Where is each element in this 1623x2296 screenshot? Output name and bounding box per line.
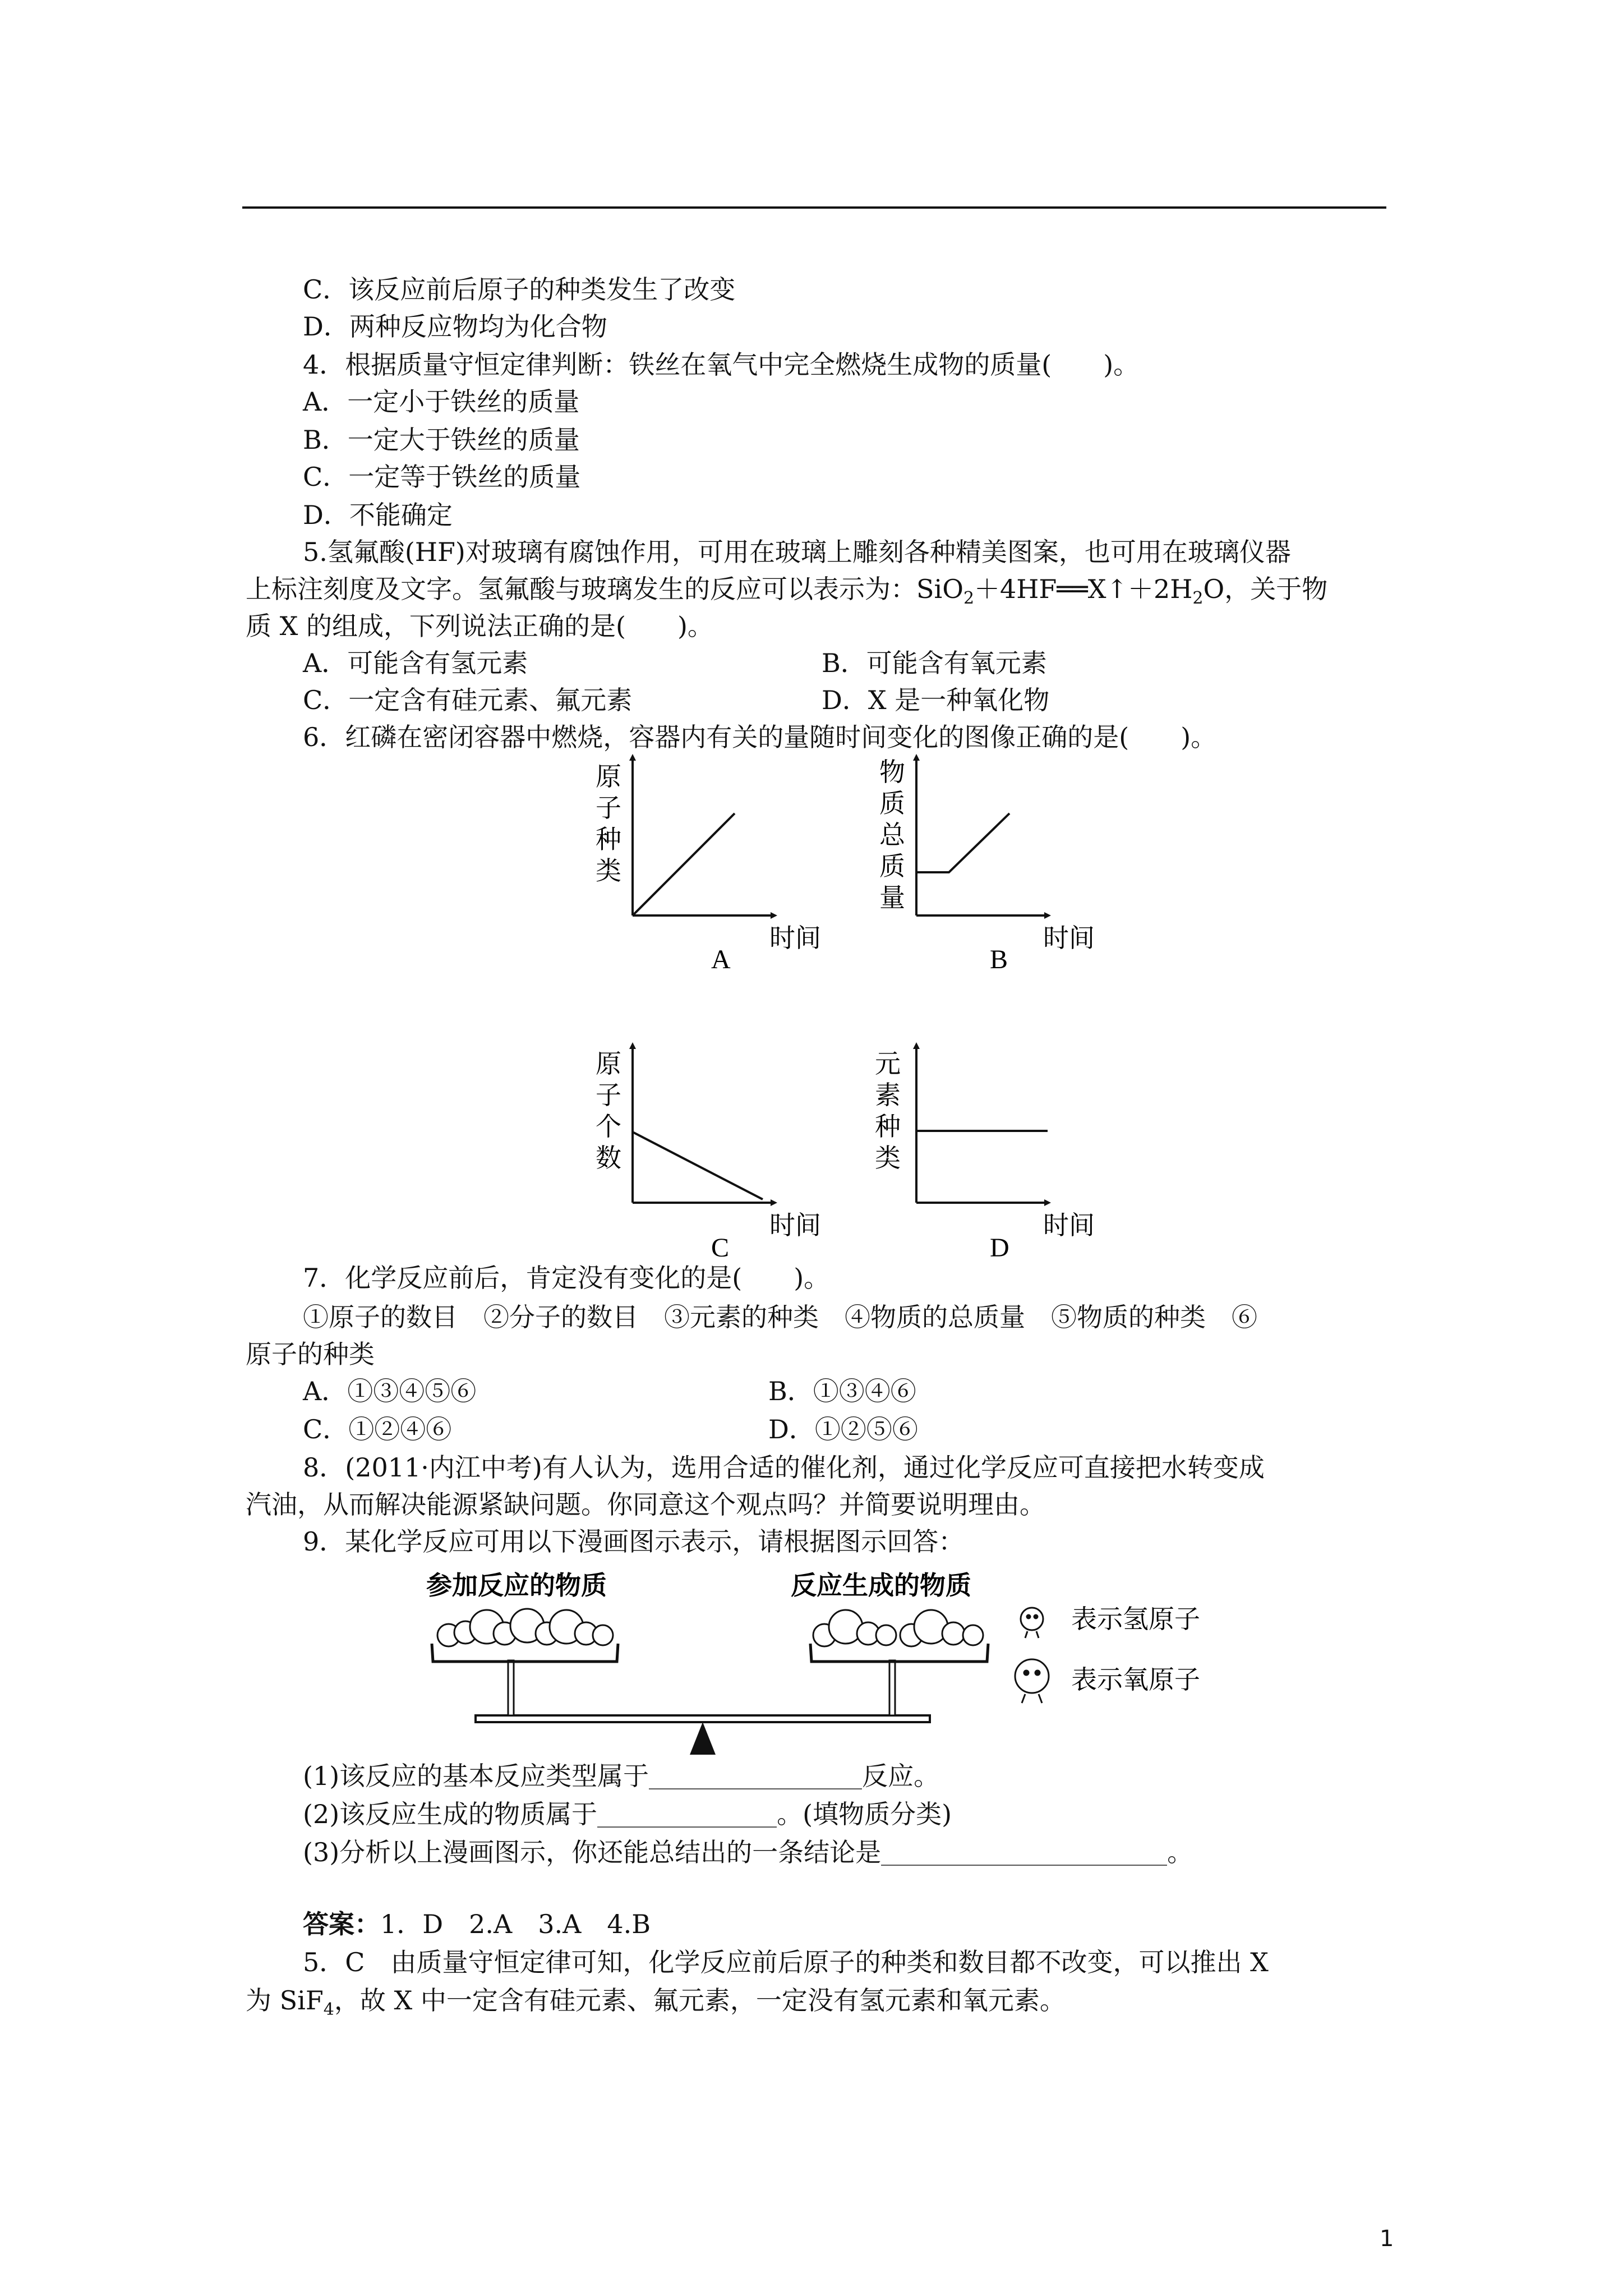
answers-line [303,1907,651,1941]
balance-cartoon [426,1570,1200,1755]
q3-option-c: C．该反应前后原子的种类发生了改变 [303,274,736,305]
q7-option-c: C．①②④⑥ [303,1414,452,1444]
graph-c-ylabel-3: 数 [596,1143,621,1173]
graph-b-curve [916,813,1009,872]
graph-c-ylabel-2: 个 [596,1111,621,1142]
graph-a [596,757,821,974]
q4-stem: 4．根据质量守恒定律判断：铁丝在氧气中完全燃烧生成物的质量( )。 [303,349,1140,380]
right-post [889,1660,895,1715]
answers-list: 1．D 2.A 3.A 4.B [380,1909,651,1939]
graph-d-ylabel-2: 种 [875,1111,901,1142]
graph-b-ylabel-2: 总 [879,820,905,850]
q7-option-b: B．①③④⑥ [768,1376,916,1406]
graph-c-ylabel-1: 子 [596,1080,621,1110]
q7-items-line1: ①原子的数目 ②分子的数目 ③元素的种类 ④物质的总质量 ⑤物质的种类 ⑥ [303,1302,1257,1332]
graph-c [596,1046,821,1263]
q6-stem: 6．红磷在密闭容器中燃烧，容器内有关的量随时间变化的图像正确的是( )。 [303,722,1217,752]
balance-fulcrum [690,1722,716,1755]
q5-stem-line2: 上标注刻度及文字。氢氟酸与玻璃发生的反应可以表示为：$SiO_2+4HF══X↑+2H_2O$，关于物 [246,574,1328,608]
q5-option-b: B．可能含有氧元素 [822,648,1047,678]
q9-part2-blank[interactable] [597,1802,777,1828]
q4-option-d: D．不能确定 [303,500,453,530]
right-tray [810,1644,988,1662]
q7-option-d: D．①②⑤⑥ [768,1414,918,1444]
q4-option-a: A．一定小于铁丝的质量 [303,386,580,417]
q7-stem: 7．化学反应前后，肯定没有变化的是( )。 [303,1263,830,1293]
q9-part1-blank[interactable] [649,1764,862,1789]
q5-stem-line3: 质 X 的组成，下列说法正确的是( )。 [246,611,713,641]
graph-a-ylabel-2: 种 [596,824,621,854]
graph-c-ylabel-0: 原 [596,1048,621,1079]
graph-a-ylabel-3: 类 [596,855,621,886]
left-molecules [437,1609,613,1646]
right-molecules [813,1610,983,1646]
q7-items-line2: 原子的种类 [246,1339,375,1369]
graph-b [879,757,1095,974]
graph-d [875,1046,1095,1263]
graph-c-xlabel: 时间 [769,1210,821,1240]
graph-a-curve [633,813,735,915]
hydrogen-atom-icon [1021,1608,1043,1638]
q5-option-d: D．X 是一种氧化物 [822,685,1050,715]
graph-b-ylabel-3: 质 [879,851,905,881]
graph-b-ylabel-4: 量 [879,882,905,913]
balance-beam [476,1715,930,1722]
graph-b-ylabel-1: 质 [879,788,905,818]
oxygen-atom-icon [1015,1659,1049,1703]
q8-stem-line1: 8．(2011·内江中考)有人认为，选用合适的催化剂，通过化学反应可直接把水转变成 [303,1452,1265,1483]
graph-d-xlabel: 时间 [1043,1210,1095,1240]
q8-stem-line2: 汽油，从而解决能源紧缺问题。你同意这个观点吗？并简要说明理由。 [246,1489,1045,1520]
legend-hydrogen-label: 表示氢原子 [1071,1604,1200,1634]
graph-c-caption: C [711,1233,730,1263]
q5-option-c: C．一定含有硅元素、氟元素 [303,685,633,715]
graph-a-xlabel: 时间 [769,923,821,953]
legend-oxygen-label: 表示氧原子 [1071,1664,1200,1695]
graph-b-ylabel-0: 物 [879,757,905,787]
page-number: 1 [1380,2226,1394,2252]
q9-part2: (2)该反应生成的物质属于 。(填物质分类) [303,1799,952,1829]
q7-option-a: A．①③④⑤⑥ [303,1376,477,1406]
graph-a-ylabel-1: 子 [596,793,621,823]
graph-b-caption: B [990,945,1008,974]
graph-d-ylabel-1: 素 [875,1080,901,1110]
graph-d-caption: D [990,1233,1009,1263]
q4-option-c: C．一定等于铁丝的质量 [303,462,581,492]
answer5-line1: 5．C 由质量守恒定律可知，化学反应前后原子的种类和数目都不改变，可以推出 X [303,1947,1269,1977]
answers-label: 答案： [303,1909,380,1939]
graph-a-ylabel-0: 原 [596,761,621,792]
left-tray [432,1644,618,1662]
graph-d-ylabel-0: 元 [875,1048,901,1079]
q4-option-b: B．一定大于铁丝的质量 [303,425,580,455]
cartoon-right-title: 反应生成的物质 [791,1570,971,1600]
answer5-line2: 为 SiF$_4$，故 X 中一定含有硅元素、氟元素，一定没有氢元素和氧元素。 [246,1985,1066,2019]
graph-a-caption: A [711,945,731,974]
graph-c-curve [633,1132,763,1199]
q9-part3-blank[interactable] [881,1840,1167,1866]
graph-d-ylabel-3: 类 [875,1143,901,1173]
q5-option-a: A．可能含有氢元素 [303,648,528,678]
q9-part1: (1)该反应的基本反应类型属于 反应。 [303,1761,940,1791]
q9-stem: 9．某化学反应可用以下漫画图示表示，请根据图示回答： [303,1526,965,1557]
q9-part3: (3)分析以上漫画图示，你还能总结出的一条结论是 。 [303,1837,1193,1867]
graph-b-xlabel: 时间 [1043,923,1095,953]
left-post [508,1660,514,1715]
cartoon-left-title: 参加反应的物质 [426,1570,607,1600]
q5-stem-line1: 5.氢氟酸(HF)对玻璃有腐蚀作用，可用在玻璃上雕刻各种精美图案，也可用在玻璃仪器 [303,537,1291,567]
q3-option-d: D．两种反应物均为化合物 [303,311,607,342]
